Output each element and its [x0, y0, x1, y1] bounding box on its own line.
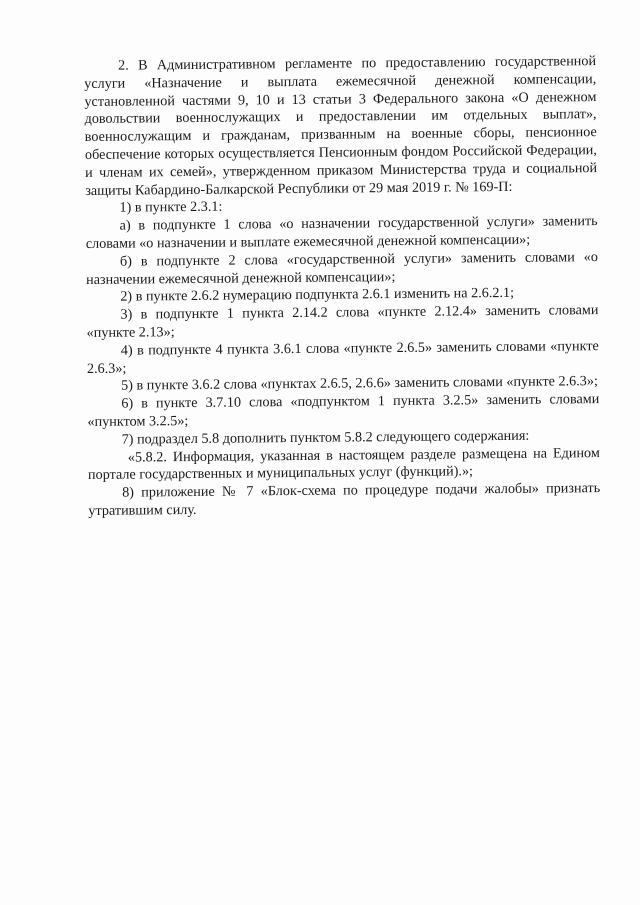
paragraph-subitem-8: 8) приложение № 7 «Блок-схема по процедуре подачи жалобы» признать утратившим силу.	[88, 480, 601, 519]
paragraph-quote-5-8-2: «5.8.2. Информация, указанная в настоящем разделе размещена на Едином портале государственных и муниципальных услуг (функций).»;	[87, 444, 600, 484]
paragraph-subitem-6: 6) в пункте 3.7.10 слова «подпунктом 1 пункта 3.2.5» заменить словами «пунктом 3.2.5»;	[87, 391, 600, 430]
paragraph-subitem-3: 3) в подпункте 1 пункта 2.14.2 слова «пункте 2.12.4» заменить словами «пункте 2.13»;	[86, 302, 599, 341]
paragraph-item-2-intro: 2. В Административном регламенте по предоставлению государственной услуги «Назначение и выплата ежемесячной денежной компенсации, установленной частями 9, 10 и 13 статьи 3 Федерального закона «О денежном довольствии военнослужащих и предоставлении им отдельных выплат», военнослужащим и гражданам, призванным на военные сборы, пенсионное обеспечение которых осуществляется Пенсионным фондом Российской Федерации, и членам их семей», утвержденном приказом Министерства труда и социальной защиты Кабардино-Балкарской Республики от 29 мая 2019 г. № 169-П:	[84, 53, 598, 199]
paragraph-subitem-1: 1) в пункте 2.3.1:	[119, 199, 223, 217]
paragraph-subitem-7: 7) подраздел 5.8 дополнить пунктом 5.8.2 следующего содержания:	[121, 427, 530, 448]
paragraph-subitem-4: 4) в подпункте 4 пункта 3.6.1 слова «пункте 2.6.5» заменить словами «пункте 2.6.3»;	[86, 337, 599, 377]
document-body	[84, 53, 600, 521]
paragraph-subitem-1b: б) в подпункте 2 слова «государственной услуги» заменить словами «о назначении ежемесячной денежной компенсации»;	[86, 248, 599, 288]
paragraph-subitem-2: 2) в пункте 2.6.2 нумерацию подпункта 2.6.1 изменить на 2.6.2.1;	[120, 285, 515, 306]
paragraph-subitem-1a: а) в подпункте 1 слова «о назначении государственной услуги» заменить словами «о назначении и выплате ежемесячной денежной компенсации»;	[85, 213, 598, 252]
paragraph-subitem-5: 5) в пункте 3.6.2 слова «пунктах 2.6.5, 2.6.6» заменить словами «пункте 2.6.3»;	[121, 373, 598, 395]
